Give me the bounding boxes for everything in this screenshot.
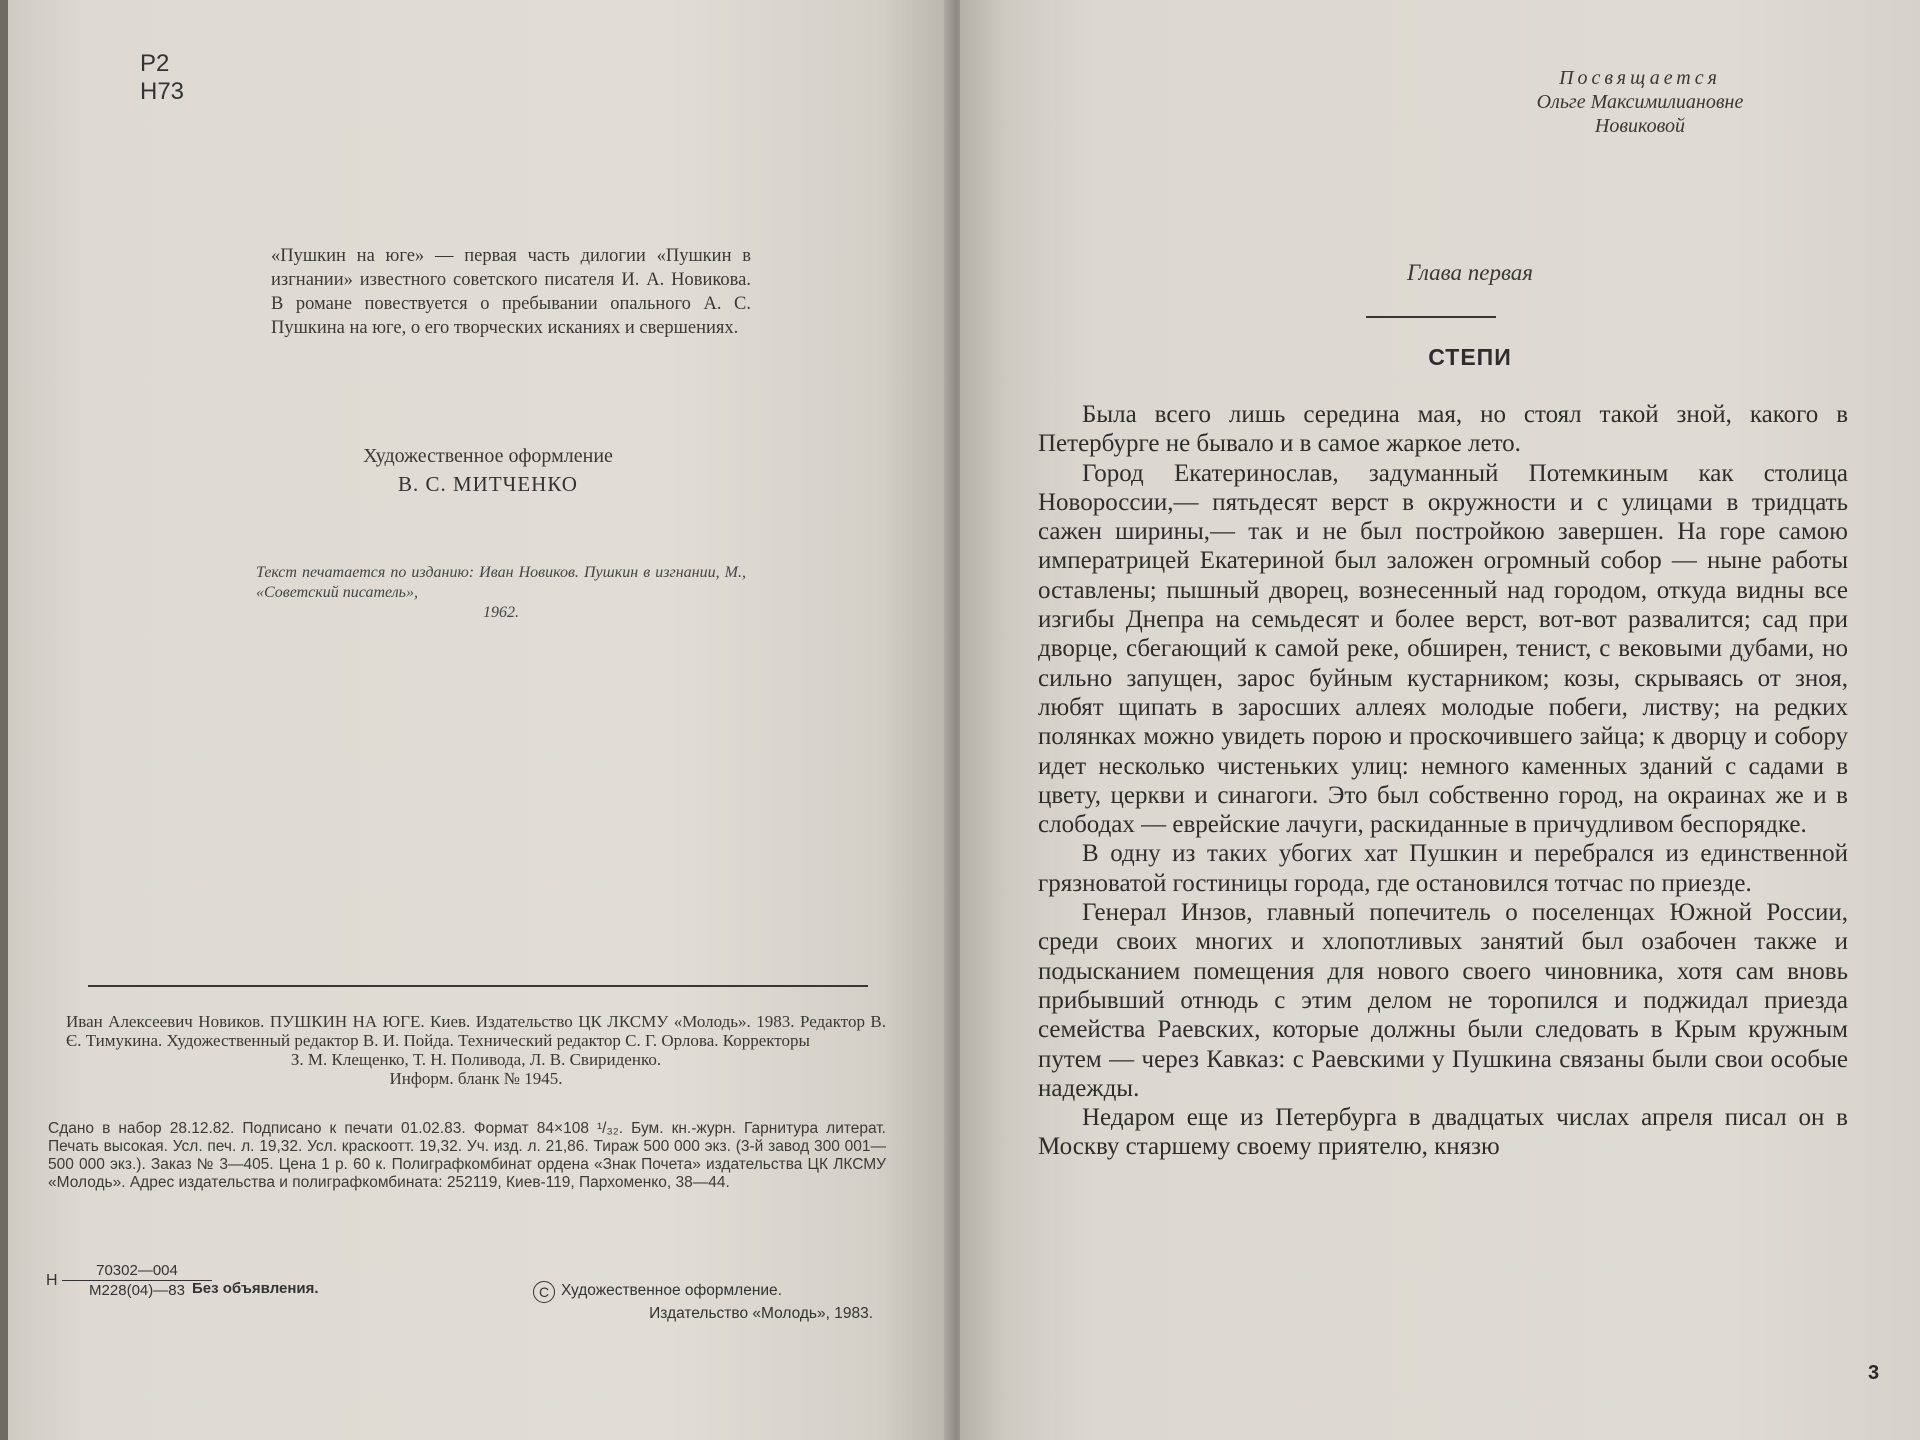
tech-details-text: Сдано в набор 28.12.82. Подписано к печати 01.02.83. Формат 84×108 ¹/₃₂. Бум. кн.-журн. Гарнитура литерат. Печать высокая. Усл. печ. л. 19,32. Усл. краскоотт. 19,32. Уч. изд. л. 21,86. Тираж 500 000 экз. (3-й завод 300 001—500 000 экз.). Заказ № 3—405. Цена 1 р. 60 к. — [48, 1120, 886, 1173]
chapter-divider — [1366, 316, 1496, 318]
printing-house: Полиграфкомбинат ордена «Знак Почета» издательства ЦК ЛКСМУ «Молодь». Адрес издательства и полиграфкомбината: 252119, Киев-119, Пархоменко, 38—44. — [48, 1156, 887, 1191]
bbk-code: Р2 — [140, 50, 170, 77]
paragraph: Была всего лишь середина мая, но стоял такой зной, какого в Петербурге не бывало и в самое жаркое лето. — [1038, 401, 1848, 458]
inform-blank: Информ. бланк № 1945. — [389, 1069, 563, 1088]
bbk-codes — [140, 50, 184, 106]
imprint — [66, 1012, 886, 1088]
source-note-text: Текст печатается по изданию: Иван Новиков. Пушкин в изгнании, М., «Советский писатель», — [256, 564, 746, 601]
paragraph: Город Екатеринослав, задуманный Потемкиным как столица Новороссии,— пятьдесят верст в окружности и с улицами в тридцать сажен ширины,— так и не был постройкою завершен. На горе самою императрицей Екатериной был заложен огромный собор — ныне работы оставлены; пышный дворец, вознесенный над городом, откуда видны все изгибы Днепра на семьдесят и более верст, вот-вот развалится; сад при дворце, сбегающий к самой реке, обширен, тенист, с вековыми дубами, но сильно запущен, зарос буйным кустарником; козы, скрываясь от зноя, любят щипать в заросших аллеях молодые побеги, листву; на редких полянках можно увидеть порою и проскочившего зайца; к дворцу и собору идет несколько чистеньких улиц: немного каменных зданий с садами в цвету, церкви и синагоги. Это был собственно город, на окраинах же и в слободах — еврейские лачуги, раскиданные в причудливом беспорядке. — [1038, 459, 1848, 839]
paragraph: Генерал Инзов, главный попечитель о поселенцах Южной России, среди своих многих и хлопотливых занятий был озабочен также и подысканием помещения для нового своего чиновника, хотя сам вновь прибывший отнюдь с этим делом не торопился и поджидал приезда семейства Раевских, которые должны были следовать в Крым кружным путем — через Кавказ: с Раевскими у Пушкина связаны были свои особые надежды. — [1038, 899, 1848, 1102]
chapter-label: Глава первая — [1407, 260, 1533, 285]
no-ads-note: Без объявления. — [192, 1280, 319, 1297]
source-note — [256, 563, 746, 623]
page-number: 3 — [1868, 1362, 1880, 1384]
copyright — [533, 1280, 893, 1325]
index-denominator: М228(04)—83 — [89, 1282, 185, 1299]
annotation: «Пушкин на юге» — первая часть дилогии «Пушкин в изгнании» известного советского писателя И. А. Новикова. В романе повествуется о пребывании опального А. С. Пушкина на юге, о его творческих исканиях и свершениях. — [271, 246, 751, 338]
dedication — [1470, 66, 1810, 138]
copyright-icon: C — [533, 1281, 555, 1303]
tech-details — [48, 1120, 886, 1192]
copyright-line-2: Издательство «Молодь», 1983. — [649, 1305, 873, 1322]
author-mark: Н73 — [140, 78, 185, 105]
paragraph: Недаром еще из Петербурга в двадцатых числах апреля писал он в Москву старшему своему приятелю, князю — [1038, 1104, 1848, 1161]
dedication-line-2: Ольге Максимилиановне — [1536, 91, 1744, 113]
chapter-body — [1038, 400, 1848, 1162]
dedication-line-1: Посвящается — [1559, 67, 1721, 89]
index-letter: Н — [46, 1272, 58, 1289]
index-fraction — [62, 1262, 212, 1301]
paragraph: В одну из таких убогих хат Пушкин и перебрался из единственной грязноватой гостиницы города, где остановился тотчас по приезде. — [1038, 840, 1848, 897]
dedication-line-3: Новиковой — [1594, 115, 1686, 137]
index-numerator: 70302—004 — [62, 1262, 212, 1281]
art-designer: В. С. МИТЧЕНКО — [398, 472, 578, 496]
source-year: 1962. — [483, 604, 519, 621]
chapter-title: СТЕПИ — [1428, 344, 1512, 370]
copyright-line-1: Художественное оформление. — [561, 1282, 782, 1299]
left-page — [8, 0, 952, 1440]
imprint-divider — [88, 985, 868, 987]
imprint-correctors: З. М. Клещенко, Т. Н. Поливода, Л. В. Свириденко. — [290, 1050, 662, 1069]
art-design-label: Художественное оформление — [363, 445, 613, 467]
imprint-text: Иван Алексеевич Новиков. ПУШКИН НА ЮГЕ. Киев. Издательство ЦК ЛКСМУ «Молодь». 1983. Редактор В. Є. Тимукина. Художественный редактор В. И. Пойда. Технический редактор С. Г. Орлова. Корректоры — [66, 1012, 886, 1050]
